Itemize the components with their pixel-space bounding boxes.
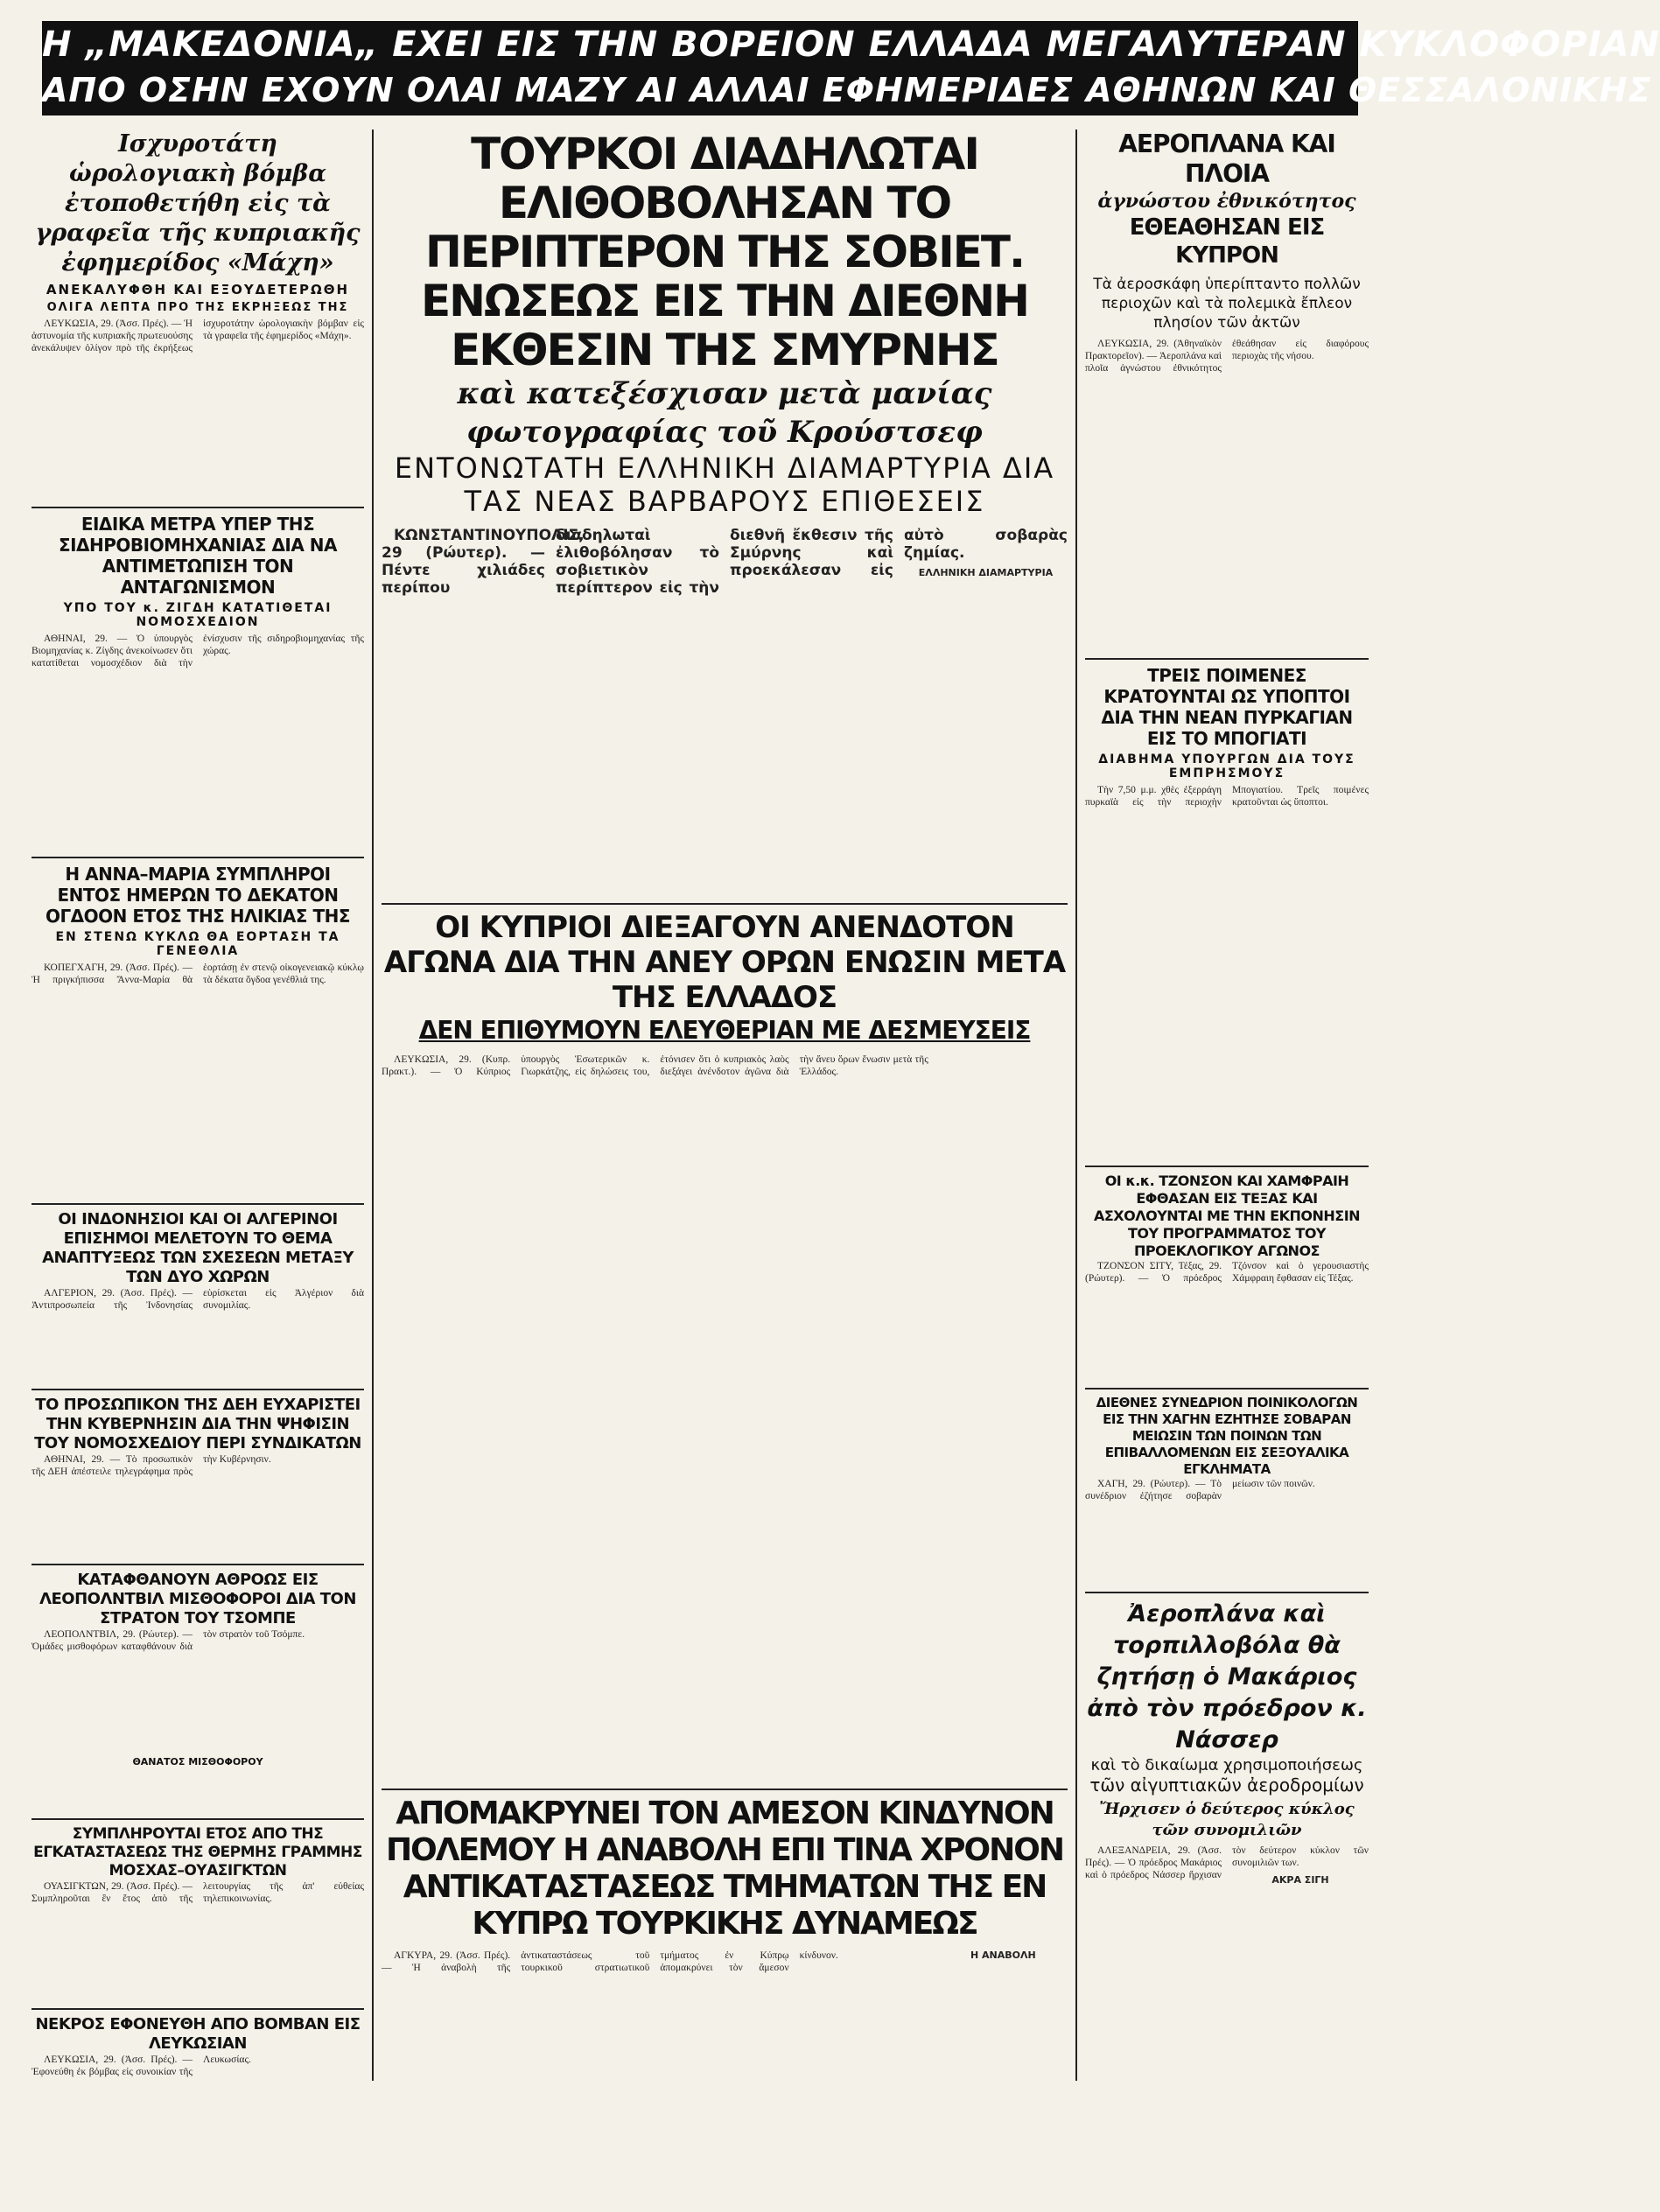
war-danger-article [382, 1950, 1068, 2212]
column-rule-right [1075, 130, 1077, 2081]
bomb-article [32, 318, 364, 501]
main-italic-line-2: φωτογραφίας τοῦ Κρούστσεφ [466, 415, 983, 450]
planes-headline-1: ΑΕΡΟΠΛΑΝΑ ΚΑΙ ΠΛΟΙΑ [1118, 130, 1335, 188]
banner-line-1: Η „ΜΑΚΕΔΟΝΙΑ„ ΕΧΕΙ ΕΙΣ ΤΗΝ ΒΟΡΕΙΟΝ ΕΛΛΑΔΑ ΜΕΓΑΛΥΤΕΡΑΝ ΚΥΚΛΟΦΟΡΙΑΝ [42, 24, 1660, 65]
indonesia-headline: ΟΙ ΙΝΔΟΝΗΣΙΟΙ ΚΑΙ ΟΙ ΑΛΓΕΡΙΝΟΙ ΕΠΙΣΗΜΟΙ ΜΕΛΕΤΟΥΝ ΤΟ ΘΕΜΑ ΑΝΑΠΤΥΞΕΩΣ ΤΩΝ ΣΧΕΣΕΩΝ ΜΕΤΑΞΥ ΤΩΝ ΔΥΟ ΧΩΡΩΝ [32, 1203, 364, 1287]
planes-subheading: Τὰ ἀεροσκάφη ὑπερίπταντο πολλῶν περιοχῶν καὶ τὰ πολεμικὰ ἔπλεον πλησίον τῶν ἀκτῶν [1093, 276, 1361, 332]
moscow-washington-article [32, 1880, 364, 2003]
leopoldville-paragraph: ΛΕΟΠΟΛΝΤΒΙΛ, 29. (Ρώυτερ). — Ὁμάδες μισθοφόρων καταφθάνουν διὰ τὸν στρατὸν τοῦ Τσόμπε. [32, 1629, 305, 1652]
bomb-headline: Ισχυροτάτη ὡρολογιακὴ βόμβα ἐτοποθετήθη εἰς τὰ γραφεῖα τῆς κυπριακῆς ἐφημερίδος «Μάχη» [35, 130, 361, 276]
bomb-paragraph: ΛΕΥΚΩΣΙΑ, 29. (Ἀσσ. Πρές). — Ἡ ἀστυνομία τῆς κυπριακῆς πρωτευούσης ἀνεκάλυψεν ὀλίγον πρὸ τῆς ἐκρήξεως ἰσχυροτάτην ὡρολογιακὴν βόμβαν εἰς τὰ γραφεῖα τῆς ἐφημερίδος «Μάχη». [32, 318, 364, 354]
center-column [382, 130, 1068, 2081]
johnson-humphrey-headline: ΟΙ κ.κ. ΤΖΟΝΣΟΝ ΚΑΙ ΧΑΜΦΡΑΙΗ ΕΦΘΑΣΑΝ ΕΙΣ ΤΕΞΑΣ ΚΑΙ ΑΣΧΟΛΟΥΝΤΑΙ ΜΕ ΤΗΝ ΕΚΠΟΝΗΣΙΝ ΤΟΥ ΠΡΟΓΡΑΜΜΑΤΟΣ ΤΟΥ ΠΡΟΕΚΛΟΓΙΚΟΥ ΑΓΩΝΟΣ [1085, 1166, 1369, 1260]
war-danger-headline: ΑΠΟΜΑΚΡΥΝΕΙ ΤΟΝ ΑΜΕΣΟΝ ΚΙΝΔΥΝΟΝ ΠΟΛΕΜΟΥ Η ΑΝΑΒΟΛΗ ΕΠΙ ΤΙΝΑ ΧΡΟΝΟΝ ΑΝΤΙΚΑΤΑΣΤΑΣΕΩΣ ΤΜΗΜΑΤΩΝ ΤΗΣ ΕΝ ΚΥΠΡΩ ΤΟΥΡΚΙΚΗΣ ΔΥΝΑΜΕΩΣ [382, 1788, 1068, 1942]
masthead-banner [42, 21, 1660, 116]
mercenary-death-subheading: ΘΑΝΑΤΟΣ ΜΙΣΘΟΦΟΡΟΥ [132, 1756, 263, 1768]
criminologists-article [1085, 1478, 1369, 1592]
steel-subheading: ΥΠΟ ΤΟΥ κ. ΖΙΓΔΗ ΚΑΤΑΤΙΘΕΤΑΙ ΝΟΜΟΣΧΕΔΙΟΝ [63, 601, 333, 629]
leopoldville-headline: ΚΑΤΑΦΘΑΝΟΥΝ ΑΘΡΟΩΣ ΕΙΣ ΛΕΟΠΟΛΝΤΒΙΛ ΜΙΣΘΟΦΟΡΟΙ ΔΙΑ ΤΟΝ ΣΤΡΑΤΟΝ ΤΟΥ ΤΣΟΜΠΕ [32, 1564, 364, 1628]
makarios-subheading-3: Ἤρχισεν ὁ δεύτερος κύκλος τῶν συνομιλιῶν [1099, 1800, 1355, 1839]
main-headline: ΤΟΥΡΚΟΙ ΔΙΑΔΗΛΩΤΑΙ ΕΛΙΘΟΒΟΛΗΣΑΝ ΤΟ ΠΕΡΙΠΤΕΡΟΝ ΤΗΣ ΣΟΒΙΕΤ. ΕΝΩΣΕΩΣ ΕΙΣ ΤΗΝ ΔΙΕΘΝΗ ΕΚΘΕΣΙΝ ΤΗΣ ΣΜΥΡΝΗΣ [420, 129, 1029, 375]
leopoldville-article [32, 1628, 364, 1751]
moscow-washington-headline: ΣΥΜΠΛΗΡΟΥΤΑΙ ΕΤΟΣ ΑΠΟ ΤΗΣ ΕΓΚΑΤΑΣΤΑΣΕΩΣ ΤΗΣ ΘΕΡΜΗΣ ΓΡΑΜΜΗΣ ΜΟΣΧΑΣ–ΟΥΑΣΙΓΚΤΩΝ [32, 1818, 364, 1880]
column-rule-left [372, 130, 374, 2081]
dei-article [32, 1453, 364, 1558]
steel-article [32, 633, 364, 851]
dei-paragraph: ΑΘΗΝΑΙ, 29. — Τὸ προσωπικὸν τῆς ΔΕΗ ἀπέστειλε τηλεγράφημα πρὸς τὴν Κυβέρνησιν. [32, 1454, 271, 1477]
criminologists-headline: ΔΙΕΘΝΕΣ ΣΥΝΕΔΡΙΟΝ ΠΟΙΝΙΚΟΛΟΓΩΝ ΕΙΣ ΤΗΝ ΧΑΓΗΝ ΕΖΗΤΗΣΕ ΣΟΒΑΡΑΝ ΜΕΙΩΣΙΝ ΤΩΝ ΠΟΙΝΩΝ ΤΩΝ ΕΠΙΒΑΛΛΟΜΕΝΩΝ ΕΙΣ ΣΕΞΟΥΑΛΙΚΑ ΕΓΚΛΗΜΑΤΑ [1085, 1388, 1369, 1478]
banner-line-2: ΑΠΟ ΟΣΗΝ ΕΧΟΥΝ ΟΛΑΙ ΜΑΖΥ ΑΙ ΑΛΛΑΙ ΕΦΗΜΕΡΙΔΕΣ ΑΘΗΝΩΝ ΚΑΙ ΘΕΣΣΑΛΟΝΙΚΗΣ [42, 71, 1652, 109]
criminologists-paragraph: ΧΑΓΗ, 29. (Ρώυτερ). — Τὸ συνέδριον ἐζήτησε σοβαρὰν μείωσιν τῶν ποινῶν. [1085, 1479, 1315, 1502]
dead-bomb-article [32, 2054, 364, 2132]
dead-bomb-headline: ΝΕΚΡΟΣ ΕΦΟΝΕΥΘΗ ΑΠΟ ΒΟΜΒΑΝ ΕΙΣ ΛΕΥΚΩΣΙΑΝ [32, 2008, 364, 2054]
planes-headline-2: ἀγνώστου ἐθνικότητος [1097, 190, 1356, 213]
steel-headline: ΕΙΔΙΚΑ ΜΕΤΡΑ ΥΠΕΡ ΤΗΣ ΣΙΔΗΡΟΒΙΟΜΗΧΑΝΙΑΣ ΔΙΑ ΝΑ ΑΝΤΙΜΕΤΩΠΙΣΗ ΤΟΝ ΑΝΤΑΓΩΝΙΣΜΟΝ [32, 507, 364, 598]
greek-protest-subheading: ΕΛΛΗΝΙΚΗ ΔΙΑΜΑΡΤΥΡΙΑ [918, 567, 1054, 578]
planes-article [1085, 338, 1369, 653]
steel-paragraph: ΑΘΗΝΑΙ, 29. — Ὁ ὑπουργὸς Βιομηχανίας κ. Ζίγδης ἀνεκοίνωσεν ὅτι κατατίθεται νομοσχέδιον διὰ τὴν ἐνίσχυσιν τῆς σιδηροβιομηχανίας τῆς χώρας. [32, 634, 364, 668]
shepherds-paragraph: Τὴν 7,50 μ.μ. χθὲς ἐξερράγη πυρκαϊὰ εἰς τὴν περιοχὴν Μπογιατίου. Τρεῖς ποιμένες κρατοῦνται ὡς ὕποπτοι. [1085, 785, 1369, 808]
cyprus-headline: ΟΙ ΚΥΠΡΙΟΙ ΔΙΕΞΑΓΟΥΝ ΑΝΕΝΔΟΤΟΝ ΑΓΩΝΑ ΔΙΑ ΤΗΝ ΑΝΕΥ ΟΡΩΝ ΕΝΩΣΙΝ ΜΕΤΑ ΤΗΣ ΕΛΛΑΔΟΣ [382, 903, 1068, 1015]
left-column [32, 130, 364, 2081]
planes-headline-3: ΕΘΕΑΘΗΣΑΝ ΕΙΣ ΚΥΠΡΟΝ [1129, 214, 1325, 269]
indonesia-paragraph: ΑΛΓΕΡΙΟΝ, 29. (Ἀσσ. Πρές). — Ἀντιπροσωπεία τῆς Ἰνδονησίας εὑρίσκεται εἰς Ἀλγέριον διὰ συνομιλίας. [32, 1288, 364, 1311]
turks-lead-paragraph: ΚΩΝΣΤΑΝΤΙΝΟΥΠΟΛΙΣ, 29 (Ρώυτερ). — Πέντε χιλιάδες περίπου διαδηλωταὶ ἐλιθοβόλησαν τὸ σοβιετικὸν περίπτερον εἰς τὴν διεθνῆ ἔκθεσιν τῆς Σμύρνης καὶ προεκάλεσαν εἰς αὐτὸ σοβαρὰς ζημίας. [382, 527, 1068, 597]
shepherds-article [1085, 784, 1369, 1160]
turks-article [382, 527, 1068, 903]
indonesia-article [32, 1287, 364, 1383]
johnson-humphrey-article [1085, 1260, 1369, 1382]
anna-maria-article [32, 962, 364, 1198]
makarios-headline: Ἀεροπλάνα καὶ τορπιλλοβόλα θὰ ζητήσῃ ὁ Μακάριος ἀπὸ τὸν πρόεδρον κ. Νάσσερ [1085, 1592, 1369, 1756]
moscow-washington-paragraph: ΟΥΑΣΙΓΚΤΩΝ, 29. (Ἀσσ. Πρές). — Συμπληροῦται ἓν ἔτος ἀπὸ τῆς λειτουργίας τῆς ἀπ' εὐθείας τηλεπικοινωνίας. [32, 1881, 364, 1904]
cyprus-paragraph: ΛΕΥΚΩΣΙΑ, 29. (Κυπρ. Πρακτ.). — Ὁ Κύπριος ὑπουργὸς Ἐσωτερικῶν κ. Γιωρκάτζης, εἰς δηλώσεις του, ἐτόνισεν ὅτι ὁ κυπριακὸς λαὸς διεξάγει ἀνένδοτον ἀγῶνα διὰ τὴν ἄνευ ὅρων ἕνωσιν μετὰ τῆς Ἑλλάδος. [382, 1054, 928, 1077]
main-italic-line-1: καὶ κατεξέσχισαν μετὰ μανίας [457, 376, 992, 411]
makarios-article [1085, 1844, 1369, 2063]
makarios-subheading-4: ΑΚΡΑ ΣΙΓΗ [1271, 1874, 1329, 1886]
planes-paragraph: ΛΕΥΚΩΣΙΑ, 29. (Ἀθηναϊκὸν Πρακτορεῖον). — Ἀεροπλάνα καὶ πλοῖα ἀγνώστου ἐθνικότητος ἐθεάθησαν εἰς διαφόρους περιοχὰς τῆς νήσου. [1085, 339, 1369, 374]
right-column [1085, 130, 1369, 2081]
dei-headline: ΤΟ ΠΡΟΣΩΠΙΚΟΝ ΤΗΣ ΔΕΗ ΕΥΧΑΡΙΣΤΕΙ ΤΗΝ ΚΥΒΕΡΝΗΣΙΝ ΔΙΑ ΤΗΝ ΨΗΦΙΣΙΝ ΤΟΥ ΝΟΜΟΣΧΕΔΙΟΥ ΠΕΡΙ ΣΥΝΔΙΚΑΤΩΝ [32, 1389, 364, 1453]
shepherds-headline: ΤΡΕΙΣ ΠΟΙΜΕΝΕΣ ΚΡΑΤΟΥΝΤΑΙ ΩΣ ΥΠΟΠΤΟΙ ΔΙΑ ΤΗΝ ΝΕΑΝ ΠΥΡΚΑΓΙΑΝ ΕΙΣ ΤΟ ΜΠΟΓΙΑΤΙ [1085, 658, 1369, 749]
bomb-subheading-2: ΟΛΙΓΑ ΛΕΠΤΑ ΠΡΟ ΤΗΣ ΕΚΡΗΞΕΩΣ ΤΗΣ [46, 301, 349, 314]
protest-headline: ΕΝΤΟΝΩΤΑΤΗ ΕΛΛΗΝΙΚΗ ΔΙΑΜΑΡΤΥΡΙΑ ΔΙΑ ΤΑΣ ΝΕΑΣ ΒΑΡΒΑΡΟΥΣ ΕΠΙΘΕΣΕΙΣ [394, 452, 1055, 518]
cyprus-subheading: ΔΕΝ ΕΠΙΘΥΜΟΥΝ ΕΛΕΥΘΕΡΙΑΝ ΜΕ ΔΕΣΜΕΥΣΕΙΣ [418, 1016, 1031, 1045]
mercenary-article [32, 1769, 364, 1813]
anna-maria-paragraph: ΚΟΠΕΓΧΑΓΗ, 29. (Ἀσσ. Πρές). — Ἡ πριγκήπισσα Ἄννα-Μαρία θὰ ἑορτάσῃ ἐν στενῷ οἰκογενειακῷ κύκλῳ τὰ δέκατα ὄγδοα γενέθλιά της. [32, 962, 364, 985]
johnson-humphrey-paragraph: ΤΖΟΝΣΟΝ ΣΙΤΥ, Τέξας, 29. (Ρώυτερ). — Ὁ πρόεδρος Τζόνσον καὶ ὁ γερουσιαστὴς Χάμφραιη ἔφθασαν εἰς Τέξας. [1085, 1261, 1369, 1284]
war-danger-paragraph: ΑΓΚΥΡΑ, 29. (Ἀσσ. Πρές). — Ἡ ἀναβολὴ τῆς ἀντικαταστάσεως τοῦ τουρκικοῦ στρατιωτικοῦ τμήματος ἐν Κύπρῳ ἀπομακρύνει τὸν ἄμεσον κίνδυνον. [382, 1950, 838, 1973]
makarios-subheading-1: καὶ τὸ δικαίωμα χρησιμοποιήσεως [1090, 1756, 1363, 1774]
dead-bomb-paragraph: ΛΕΥΚΩΣΙΑ, 29. (Ἀσσ. Πρές). — Ἐφονεύθη ἐκ βόμβας εἰς συνοικίαν τῆς Λευκωσίας. [32, 2054, 251, 2077]
bomb-subheading-1: ΑΝΕΚΑΛΥΦΘΗ ΚΑΙ ΕΞΟΥΔΕΤΕΡΩΘΗ [46, 282, 350, 298]
cyprus-article [382, 1054, 1068, 1788]
war-danger-subheading: Η ΑΝΑΒΟΛΗ [970, 1950, 1036, 1961]
shepherds-subheading: ΔΙΑΒΗΜΑ ΥΠΟΥΡΓΩΝ ΔΙΑ ΤΟΥΣ ΕΜΠΡΗΣΜΟΥΣ [1098, 752, 1355, 780]
makarios-subheading-2: τῶν αἰγυπτιακῶν ἀεροδρομίων [1089, 1774, 1364, 1796]
makarios-paragraph: ΑΛΕΞΑΝΔΡΕΙΑ, 29. (Ἀσσ. Πρές). — Ὁ πρόεδρος Μακάριος καὶ ὁ πρόεδρος Νάσσερ ἤρχισαν τὸν δεύτερον κύκλον τῶν συνομιλιῶν των. [1085, 1845, 1369, 1880]
anna-maria-subheading: ΕΝ ΣΤΕΝΩ ΚΥΚΛΩ ΘΑ ΕΟΡΤΑΣΗ ΤΑ ΓΕΝΕΘΛΙΑ [55, 930, 340, 958]
anna-maria-headline: Η ΑΝΝΑ–ΜΑΡΙΑ ΣΥΜΠΛΗΡΟΙ ΕΝΤΟΣ ΗΜΕΡΩΝ ΤΟ ΔΕΚΑΤΟΝ ΟΓΔΟΟΝ ΕΤΟΣ ΤΗΣ ΗΛΙΚΙΑΣ ΤΗΣ [32, 857, 364, 927]
